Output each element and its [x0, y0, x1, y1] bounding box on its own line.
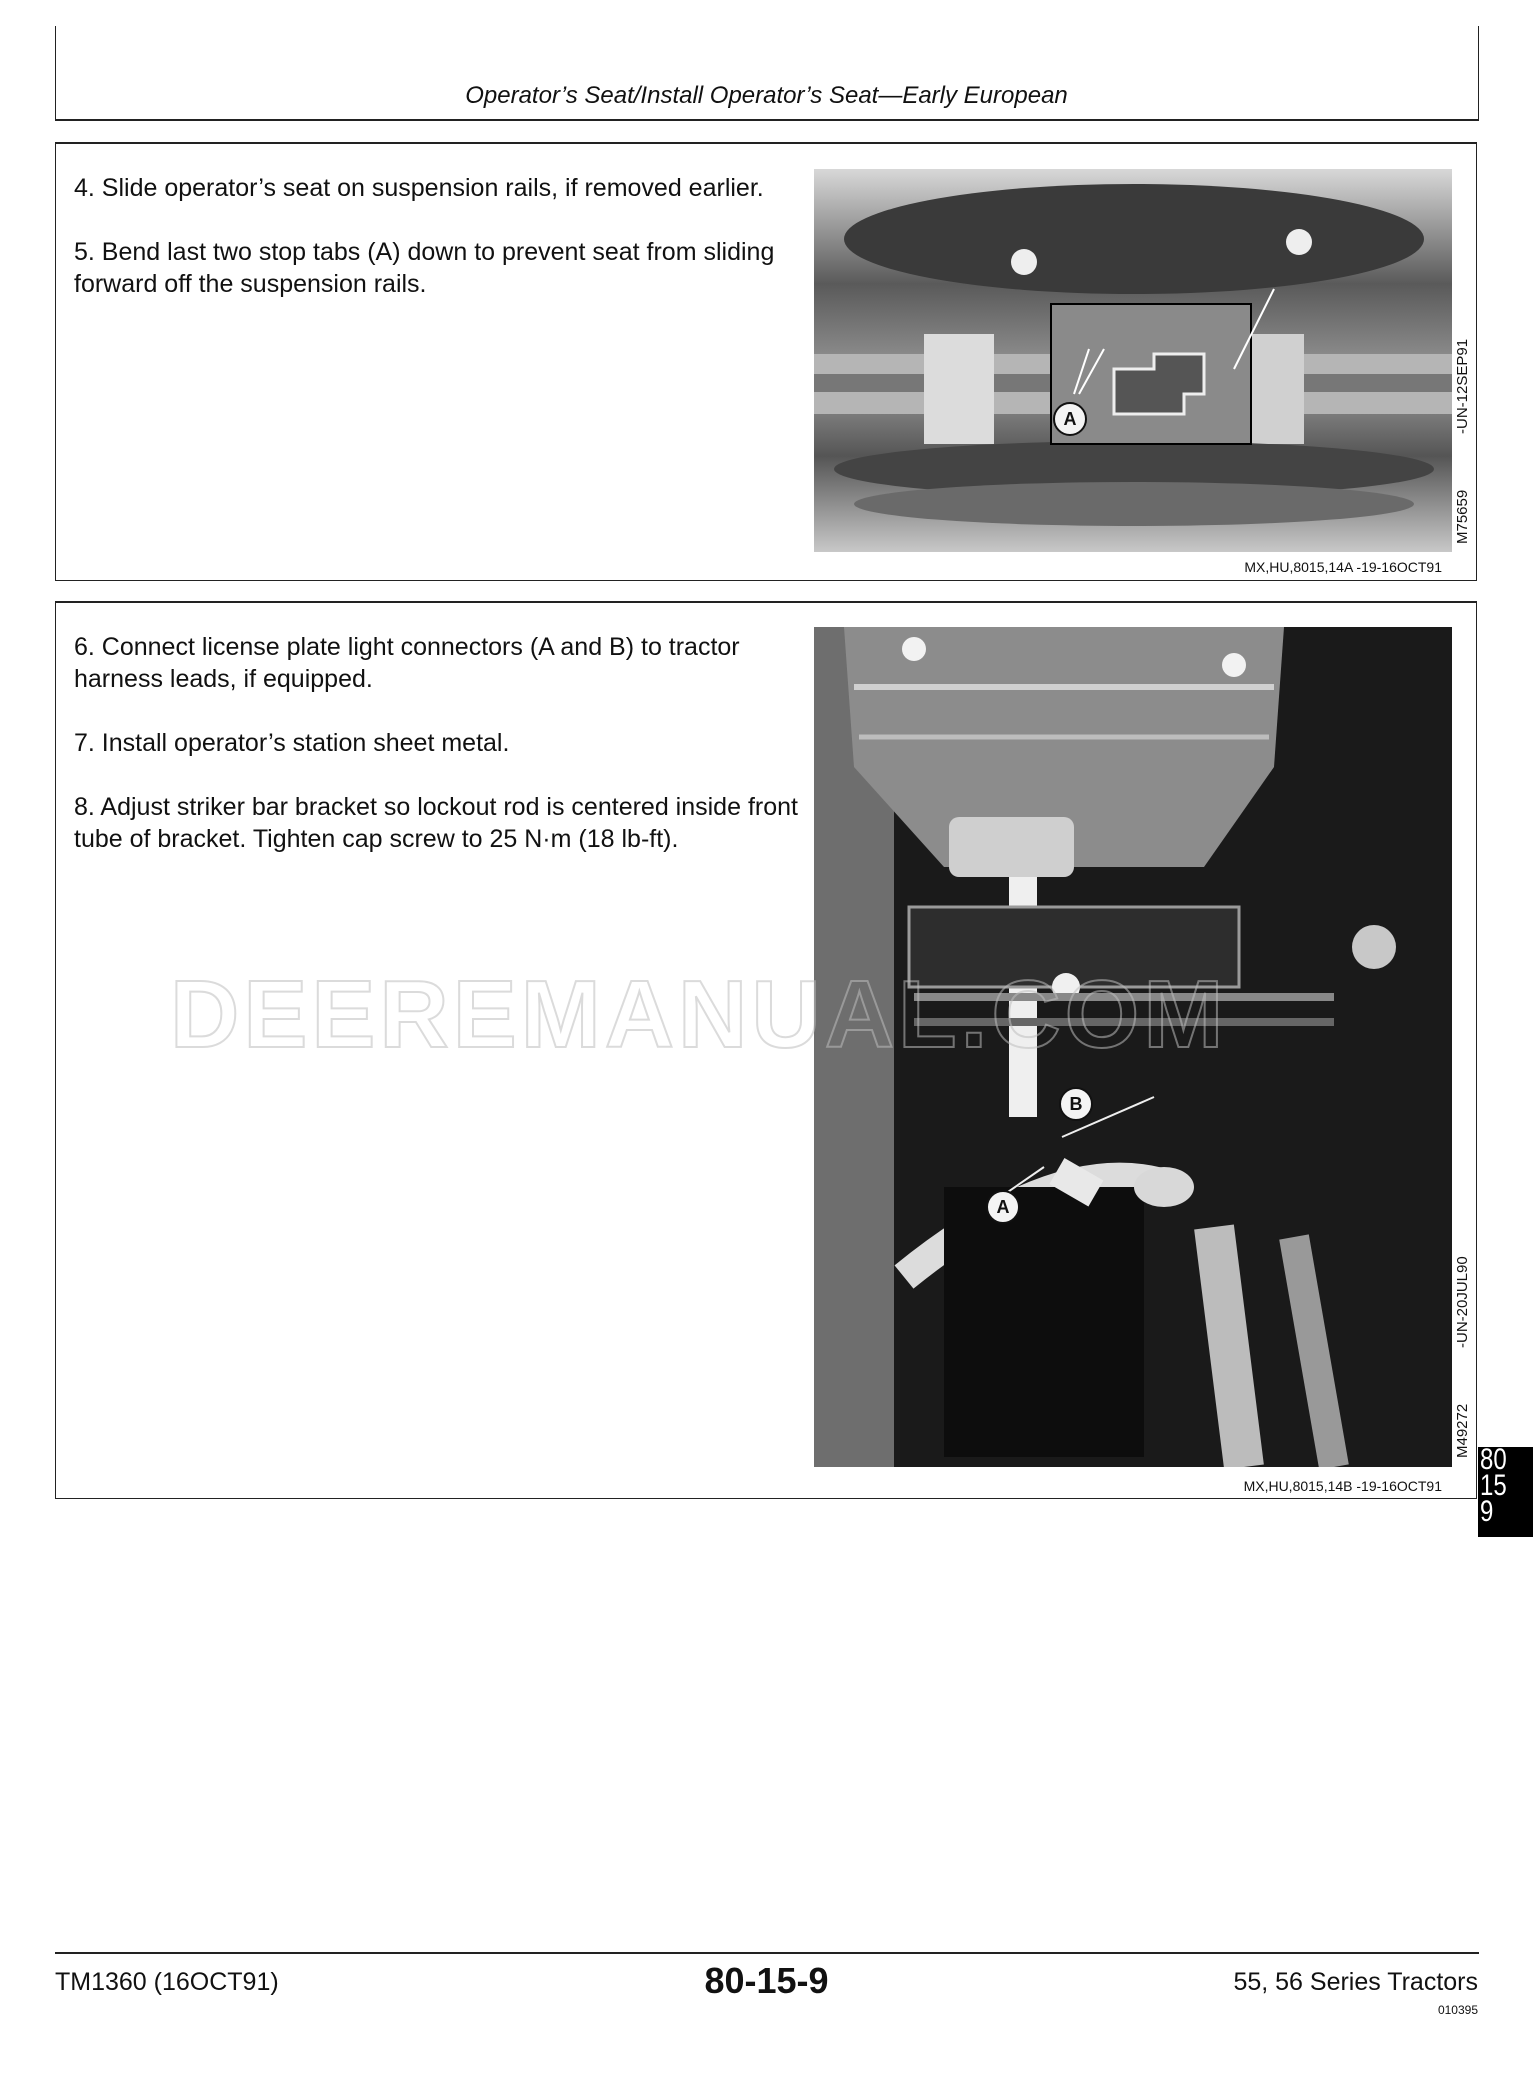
print-code: 010395 [1437, 2003, 1478, 2017]
product-line: 55, 56 Series Tractors [1233, 1968, 1478, 1996]
step-5: 5. Bend last two stop tabs (A) down to prevent seat from sliding forward off the suspension rails. [74, 238, 775, 298]
figure-caption: MX,HU,8015,14B -19-16OCT91 [1243, 1478, 1442, 1494]
steps-list [74, 172, 814, 332]
figure-number-label: M49272 [1454, 1403, 1471, 1458]
callout-b: B [1059, 1087, 1093, 1121]
page-number: 80-15-9 [704, 1960, 829, 2001]
figure-caption: MX,HU,8015,14A -19-16OCT91 [1244, 559, 1442, 575]
side-tab-group: 80 [1480, 1447, 1507, 1476]
step-8: 8. Adjust striker bar bracket so lockout rod is centered inside front tube of bracket. Tighten cap screw to 25 N·m (18 lb-ft). [74, 793, 798, 853]
section-side-tab [1478, 1447, 1533, 1537]
figure-number-label: M75659 [1454, 489, 1471, 544]
callout-a: A [986, 1190, 1020, 1224]
side-tab-page: 9 [1480, 1495, 1494, 1528]
step-7: 7. Install operator’s station sheet metal. [74, 729, 510, 757]
procedure-section-1 [55, 142, 1477, 581]
step-4: 4. Slide operator’s seat on suspension rails, if removed earlier. [74, 174, 764, 202]
step-6: 6. Connect license plate light connectors (A and B) to tractor harness leads, if equipped. [74, 633, 740, 693]
watermark: DEEREMANUAL.COM [170, 961, 1228, 1068]
footer-rule [55, 1952, 1479, 1954]
figure-id-label: -UN-12SEP91 [1454, 338, 1471, 434]
header-rule [55, 119, 1479, 121]
seat-rail-photo [814, 169, 1452, 552]
side-tab-section: 15 [1480, 1469, 1507, 1502]
seat-rail-illustration [814, 169, 1452, 552]
figure-id-label: -UN-20JUL90 [1454, 1256, 1471, 1348]
page-title: Operator’s Seat/Install Operator’s Seat—Early European [465, 82, 1068, 109]
callout-a: A [1053, 402, 1087, 436]
steps-list [74, 631, 814, 887]
manual-id: TM1360 (16OCT91) [55, 1968, 279, 1996]
